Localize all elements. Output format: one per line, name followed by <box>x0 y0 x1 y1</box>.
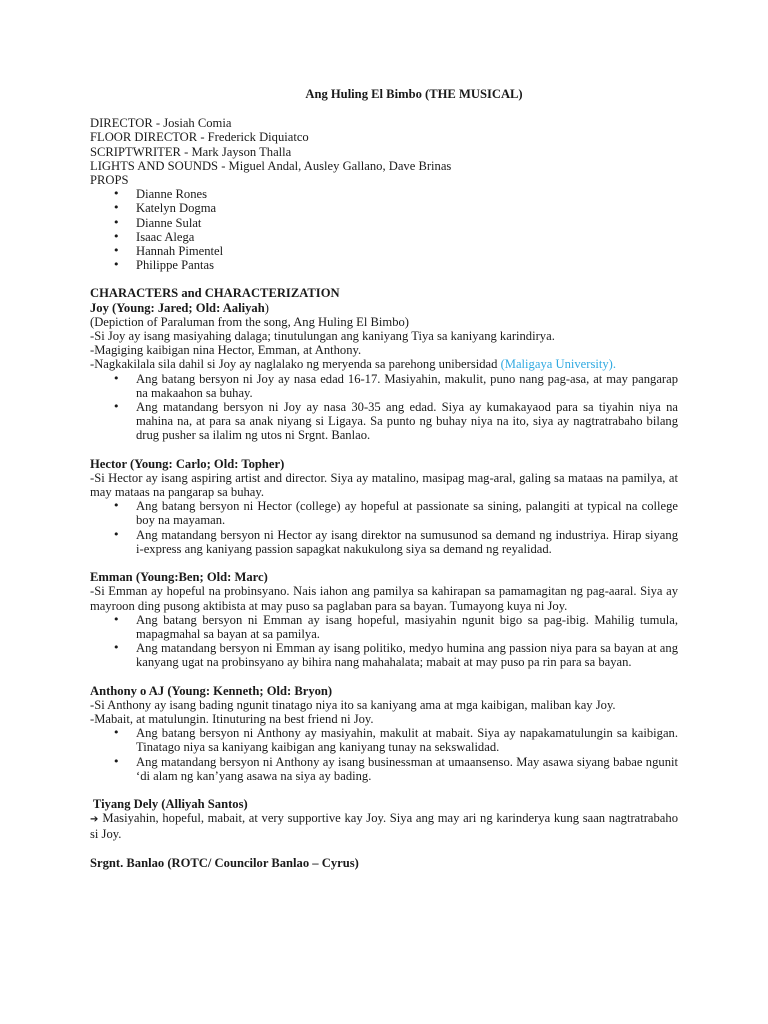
character-heading-banlao: Srgnt. Banlao (ROTC/ Councilor Banlao – Cyrus) <box>90 855 359 870</box>
joy-line-4-text: -Nagkakilala sila dahil si Joy ay naglalako ng meryenda sa parehong unibersidad <box>90 357 498 372</box>
character-heading-joy <box>90 301 678 315</box>
section-heading: CHARACTERS and CHARACTERIZATION <box>90 286 340 301</box>
credit-props-label: PROPS <box>90 173 129 188</box>
list-item: • Ang matandang bersyon ni Anthony ay isang businessman at umaansenso. May asawa siyang babae ngunit ‘di alam ng kan’yang asawa na siya ay bading. <box>90 755 678 783</box>
tiyang-description-text: Masiyahin, hopeful, mabait, at very supportive kay Joy. Siya ang may ari ng karinderya kung saan nagtratrabaho si Joy. <box>90 811 678 842</box>
list-item: • Ang batang bersyon ni Anthony ay masiyahin, makulit at mabait. Siya ay napakamatulungin sa kaibigan. Tinatago niya sa kaniyang kaibigan ang kaniyang tunay na sekswalidad. <box>90 726 678 754</box>
list-item: • Isaac Alega <box>90 230 678 244</box>
joy-heading-text: Joy (Young: Jared; Old: Aaliyah <box>90 300 265 315</box>
joy-line-4 <box>90 357 678 371</box>
list-item: • Ang matandang bersyon ni Joy ay nasa 30-35 ang edad. Siya ay kumakayaod para sa tiyahin niya na mahina na, at para sa anak niyang si Ligaya. Sa punto ng buhay niya na ito, siya ay nagtratrabaho bilang drug pusher sa ilalim ng utos ni Srgnt. Banlao. <box>90 400 678 443</box>
university-link: (Maligaya University). <box>500 357 616 372</box>
anthony-description-1: -Si Anthony ay isang bading ngunit tinatago niya ito sa kaniyang ama at mga kaibigan, maliban kay Joy. <box>90 697 616 712</box>
list-item: • Hannah Pimentel <box>90 244 678 258</box>
credit-scriptwriter: SCRIPTWRITER - Mark Jayson Thalla <box>90 144 292 159</box>
credit-director: DIRECTOR - Josiah Comia <box>90 116 232 131</box>
list-item: • Ang batang bersyon ni Hector (college) ay hopeful at passionate sa sining, palangiti at typical na college boy na mayaman. <box>90 499 678 527</box>
anthony-description-2: -Mabait, at matulungin. Itinuturing na best friend ni Joy. <box>90 711 374 726</box>
credits-block <box>90 116 678 187</box>
list-item: • Ang batang bersyon ni Emman ay isang hopeful, masiyahin ngunit bigo sa pag-ibig. Mahilig tumula, mapagmahal sa bayan at sa pamilya. <box>90 613 678 641</box>
list-item: • Dianne Rones <box>90 187 678 201</box>
list-item: • Philippe Pantas <box>90 258 678 272</box>
list-item: • Katelyn Dogma <box>90 201 678 215</box>
props-list <box>90 187 678 272</box>
joy-bullets <box>90 372 678 443</box>
character-heading-emman: Emman (Young:Ben; Old: Marc) <box>90 570 268 585</box>
hector-bullets <box>90 499 678 556</box>
document-page <box>90 87 678 870</box>
credit-floor-director: FLOOR DIRECTOR - Frederick Diquiatco <box>90 130 309 145</box>
joy-line-2: -Si Joy ay isang masiyahing dalaga; tinutulungan ang kaniyang Tiya sa kaniyang karindirya. <box>90 329 555 344</box>
character-heading-tiyang-dely: Tiyang Dely (Alliyah Santos) <box>90 796 248 811</box>
hector-description: -Si Hector ay isang aspiring artist and director. Siya ay matalino, masipag mag-aral, galing sa mataas na pamilya, at may mataas na pangarap sa buhay. <box>90 470 678 500</box>
joy-line-1: (Depiction of Paraluman from the song, Ang Huling El Bimbo) <box>90 314 409 329</box>
character-heading-hector: Hector (Young: Carlo; Old: Topher) <box>90 456 285 471</box>
anthony-bullets <box>90 726 678 783</box>
list-item: • Ang batang bersyon ni Joy ay nasa edad 16-17. Masiyahin, makulit, puno nang pag-asa, at may pangarap na makaahon sa buhay. <box>90 372 678 400</box>
joy-heading-close: ) <box>264 300 269 315</box>
credit-lights-sounds: LIGHTS AND SOUNDS - Miguel Andal, Ausley Gallano, Dave Brinas <box>90 158 452 173</box>
arrow-right-icon: ➔ <box>90 814 99 826</box>
list-item: • Ang matandang bersyon ni Hector ay isang direktor na sumusunod sa demand ng industriya. Hirap siyang i-express ang kaniyang passion sapagkat nakukulong siya sa demand ng reyalidad. <box>90 528 678 556</box>
emman-bullets <box>90 613 678 670</box>
joy-line-3: -Magiging kaibigan nina Hector, Emman, at Anthony. <box>90 343 362 358</box>
document-title: Ang Huling El Bimbo (THE MUSICAL) <box>305 87 523 101</box>
list-item: • Dianne Sulat <box>90 216 678 230</box>
character-heading-anthony: Anthony o AJ (Young: Kenneth; Old: Bryon) <box>90 683 333 698</box>
list-item: • Ang matandang bersyon ni Emman ay isang politiko, medyo humina ang passion niya para sa bayan at ang kanyang ugat na probinsyano ay bihira nang mahahalata; mabait at may puso pa rin para sa bayan. <box>90 641 678 669</box>
tiyang-description <box>90 811 678 841</box>
emman-description: -Si Emman ay hopeful na probinsyano. Nais iahon ang pamilya sa kahirapan sa pamamagitan ng pag-aaral. Siya ay mayroon ding pusong aktibista at may puso sa paglaban para sa bayan. Tumayong kuya ni Joy. <box>90 584 678 613</box>
